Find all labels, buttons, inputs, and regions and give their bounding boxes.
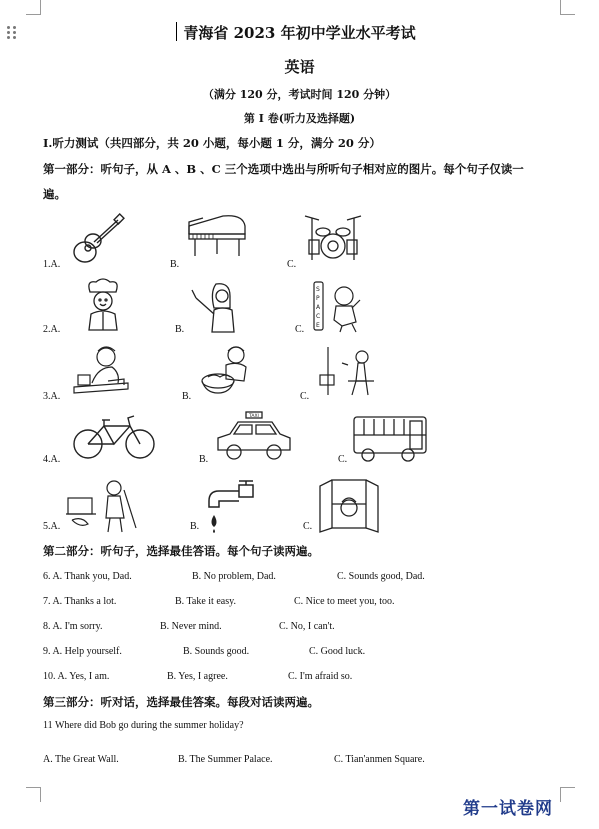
corner-mark-top-right bbox=[560, 0, 575, 15]
corner-mark-top-left bbox=[26, 0, 41, 15]
q1-option-c-label: C. bbox=[287, 259, 297, 270]
q11-question: 11 Where did Bob go during the summer holiday? bbox=[43, 720, 244, 731]
boy-washing-clothes-picture[interactable] bbox=[196, 343, 256, 395]
svg-text:C: C bbox=[316, 313, 321, 320]
q9-option-b: B. Sounds good. bbox=[183, 646, 250, 657]
q7-option-a: 7. A. Thanks a lot. bbox=[43, 596, 117, 607]
q8-option-c: C. No, I can't. bbox=[279, 621, 335, 632]
q10-option-b: B. Yes, I agree. bbox=[167, 671, 228, 682]
boy-doing-homework-picture[interactable] bbox=[68, 343, 134, 397]
q9-option-c: C. Good luck. bbox=[309, 646, 366, 657]
q3-option-b-label: B. bbox=[182, 391, 192, 402]
svg-text:A: A bbox=[316, 304, 321, 311]
q5-option-a-label: 5.A. bbox=[43, 521, 61, 532]
drum-kit-picture[interactable] bbox=[301, 210, 365, 264]
q8-option-a: 8. A. I'm sorry. bbox=[43, 621, 103, 632]
q4-option-b-label: B. bbox=[199, 454, 209, 465]
guitar-picture[interactable] bbox=[68, 212, 128, 268]
exam-title: 青海省 2023 年初中学业水平考试 bbox=[183, 24, 416, 42]
q4-option-a-label: 4.A. bbox=[43, 454, 61, 465]
boy-watching-tv-picture[interactable] bbox=[318, 345, 376, 397]
q1-option-b-label: B. bbox=[170, 259, 180, 270]
q8-option-b: B. Never mind. bbox=[160, 621, 222, 632]
svg-text:E: E bbox=[316, 322, 320, 329]
q2-option-a-label: 2.A. bbox=[43, 324, 61, 335]
site-watermark: 第一试卷网 bbox=[463, 799, 553, 819]
volume-title: 第 I 卷(听力及选择题) bbox=[243, 112, 356, 125]
q7-option-c: C. Nice to meet you, too. bbox=[294, 596, 395, 607]
q11-option-c: C. Tian'anmen Square. bbox=[334, 754, 425, 765]
bicycle-picture[interactable] bbox=[72, 412, 156, 462]
part3-heading: 第三部分：听对话，选择最佳答案。每段对话读两遍。 bbox=[43, 695, 319, 709]
q3-option-c-label: C. bbox=[300, 391, 310, 402]
woman-sweeping-picture[interactable] bbox=[64, 476, 140, 534]
q10-option-c: C. I'm afraid so. bbox=[288, 671, 353, 682]
piano-picture[interactable] bbox=[183, 212, 249, 260]
corner-mark-bottom-right bbox=[560, 787, 575, 802]
dripping-tap-picture[interactable] bbox=[205, 479, 263, 533]
q3-option-a-label: 3.A. bbox=[43, 391, 61, 402]
astronaut-picture[interactable] bbox=[312, 278, 362, 334]
q1-option-a-label: 1.A. bbox=[43, 259, 61, 270]
q6-option-a: 6. A. Thank you, Dad. bbox=[43, 571, 132, 582]
q11-option-a: A. The Great Wall. bbox=[43, 754, 119, 765]
bus-picture[interactable] bbox=[352, 413, 428, 463]
part1-heading-line1: 第一部分：听句子，从 A 、B 、C 三个选项中选出与所听句子相对应的图片。每个句子仅读一 bbox=[43, 162, 524, 176]
part2-heading: 第二部分：听句子，选择最佳答语。每个句子读两遍。 bbox=[43, 544, 319, 558]
q4-option-c-label: C. bbox=[338, 454, 348, 465]
section-heading: I.听力测试（共四部分，共 20 小题，每小题 1 分，满分 20 分） bbox=[43, 136, 381, 150]
subject-title: 英语 bbox=[284, 58, 315, 76]
q9-option-a: 9. A. Help yourself. bbox=[43, 646, 122, 657]
q5-option-c-label: C. bbox=[303, 521, 313, 532]
taxi-picture[interactable] bbox=[214, 410, 294, 462]
teacher-picture[interactable] bbox=[190, 278, 246, 334]
q5-option-b-label: B. bbox=[190, 521, 200, 532]
q6-option-c: C. Sounds good, Dad. bbox=[337, 571, 425, 582]
q2-option-c-label: C. bbox=[295, 324, 305, 335]
q6-option-b: B. No problem, Dad. bbox=[192, 571, 276, 582]
q2-option-b-label: B. bbox=[175, 324, 185, 335]
cook-picture[interactable] bbox=[78, 276, 128, 332]
svg-text:S: S bbox=[316, 286, 320, 293]
svg-text:P: P bbox=[316, 295, 320, 302]
exam-meta: （满分 120 分，考试时间 120 分钟） bbox=[202, 88, 397, 101]
q11-option-b: B. The Summer Palace. bbox=[178, 754, 273, 765]
svg-text:TAXI: TAXI bbox=[249, 414, 259, 419]
corner-mark-bottom-left bbox=[26, 787, 41, 802]
open-window-picture[interactable] bbox=[318, 476, 380, 534]
part1-heading-line2: 遍。 bbox=[43, 187, 66, 201]
q7-option-b: B. Take it easy. bbox=[175, 596, 236, 607]
q10-option-a: 10. A. Yes, I am. bbox=[43, 671, 110, 682]
